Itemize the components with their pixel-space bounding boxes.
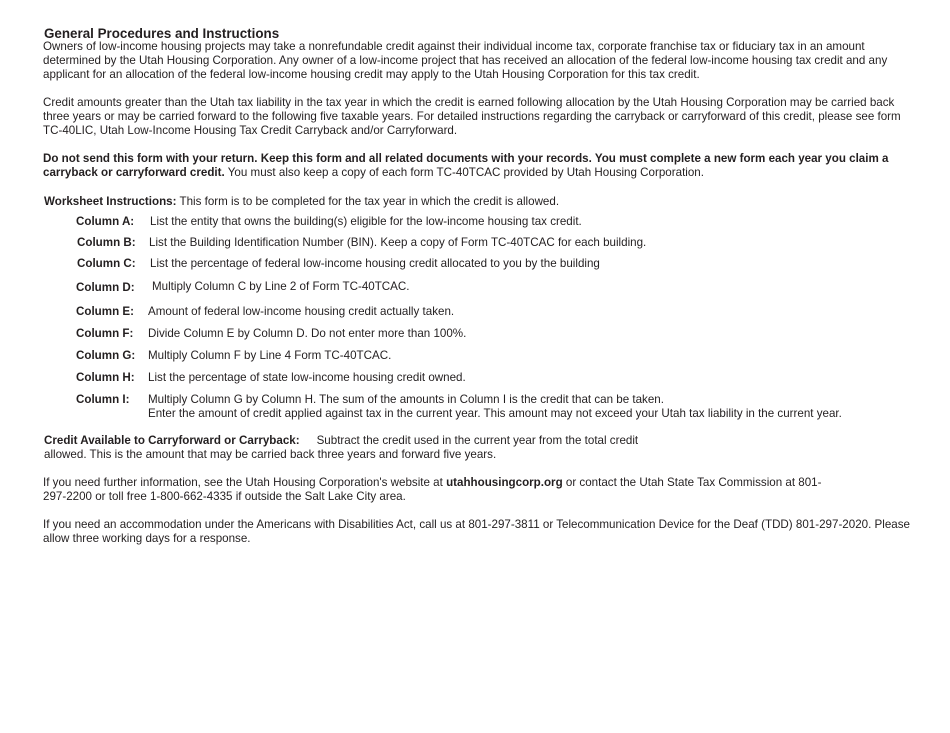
carry-available-text: Subtract the credit used in the current year from the total credit bbox=[316, 434, 639, 447]
column-text: List the entity that owns the building(s) eligible for the low-income housing tax credit. bbox=[150, 215, 582, 228]
column-text: Divide Column E by Column D. Do not enter more than 100%. bbox=[148, 327, 467, 340]
carryback-paragraph: Credit amounts greater than the Utah tax liability in the tax year in which the credit is earned following allocation by the Utah Housing Corporation may be carried back three years or may be carried forward to the following five taxable years. For detailed instructions regarding the carryback or carryforward of this credit, please see form TC-40LIC, Utah Low-Income Housing Tax Credit Carryback and/or Carryforward. bbox=[43, 96, 901, 137]
ada-paragraph: If you need an accommodation under the Americans with Disabilities Act, call us at 801-297-3811 or Telecommunication Device for the Deaf (TDD) 801-297-2020. Please allow three working days for a response. bbox=[43, 518, 910, 545]
notice-text: You must also keep a copy of each form TC-40TCAC provided by Utah Housing Corporation. bbox=[224, 166, 704, 179]
column-label: Column A: bbox=[76, 215, 135, 228]
contact-text: If you need further information, see the Utah Housing Corporation's website at bbox=[43, 476, 447, 489]
column-label: Column B: bbox=[77, 236, 136, 249]
column-text bbox=[148, 393, 842, 421]
carry-available-text: allowed. This is the amount that may be carried back three years and forward five years. bbox=[44, 448, 497, 461]
page-title: General Procedures and Instructions bbox=[44, 26, 280, 41]
worksheet-text: This form is to be completed for the tax year in which the credit is allowed. bbox=[176, 195, 560, 208]
contact-text: or contact the Utah State Tax Commission at 801-297-2200 or toll free 1-800-662-4335 if outside the Salt Lake City area. bbox=[43, 476, 822, 503]
column-label: Column G: bbox=[76, 349, 136, 362]
column-label: Column H: bbox=[76, 371, 135, 384]
column-text-line: Enter the amount of credit applied against tax in the current year. This amount may not exceed your Utah tax liability in the current year. bbox=[148, 407, 842, 420]
column-text: List the Building Identification Number (BIN). Keep a copy of Form TC-40TCAC for each building. bbox=[149, 236, 647, 249]
column-label: Column D: bbox=[76, 281, 135, 294]
column-text-line: Multiply Column G by Column H. The sum of the amounts in Column I is the credit that can be taken. bbox=[148, 393, 664, 406]
column-text: Amount of federal low-income housing credit actually taken. bbox=[148, 305, 455, 318]
column-text: List the percentage of state low-income housing credit owned. bbox=[148, 371, 466, 384]
intro-paragraph: Owners of low-income housing projects may take a nonrefundable credit against their individual income tax, corporate franchise tax or fiduciary tax in an amount determined by the Utah Housing Corporation. Any owner of a low-income project that has received an allocation of the federal low-income housing tax credit and any applicant for an allocation of the federal low-income housing credit may apply to the Utah Housing Corporation for this tax credit. bbox=[43, 40, 888, 81]
column-label: Column I: bbox=[76, 393, 130, 406]
worksheet-instructions bbox=[44, 195, 912, 209]
column-text: Multiply Column F by Line 4 Form TC-40TCAC. bbox=[148, 349, 392, 362]
column-label: Column C: bbox=[77, 257, 136, 270]
website-link[interactable]: utahhousingcorp.org bbox=[446, 476, 563, 489]
column-text: Multiply Column C by Line 2 of Form TC-40TCAC. bbox=[152, 280, 410, 293]
notice-paragraph bbox=[43, 152, 911, 180]
worksheet-label: Worksheet Instructions: bbox=[44, 195, 177, 208]
column-text: List the percentage of federal low-income housing credit allocated to you by the building bbox=[150, 257, 600, 270]
carry-available-label: Credit Available to Carryforward or Carryback: bbox=[44, 434, 300, 447]
notice-bold-text: Do not send this form with your return. Keep this form and all related documents with your records. You must complete a new form each year you claim a carryback or carryforward credit. bbox=[43, 152, 889, 179]
carry-available-section bbox=[44, 434, 912, 462]
contact-paragraph bbox=[43, 476, 833, 504]
column-label: Column E: bbox=[76, 305, 134, 318]
column-label: Column F: bbox=[76, 327, 134, 340]
